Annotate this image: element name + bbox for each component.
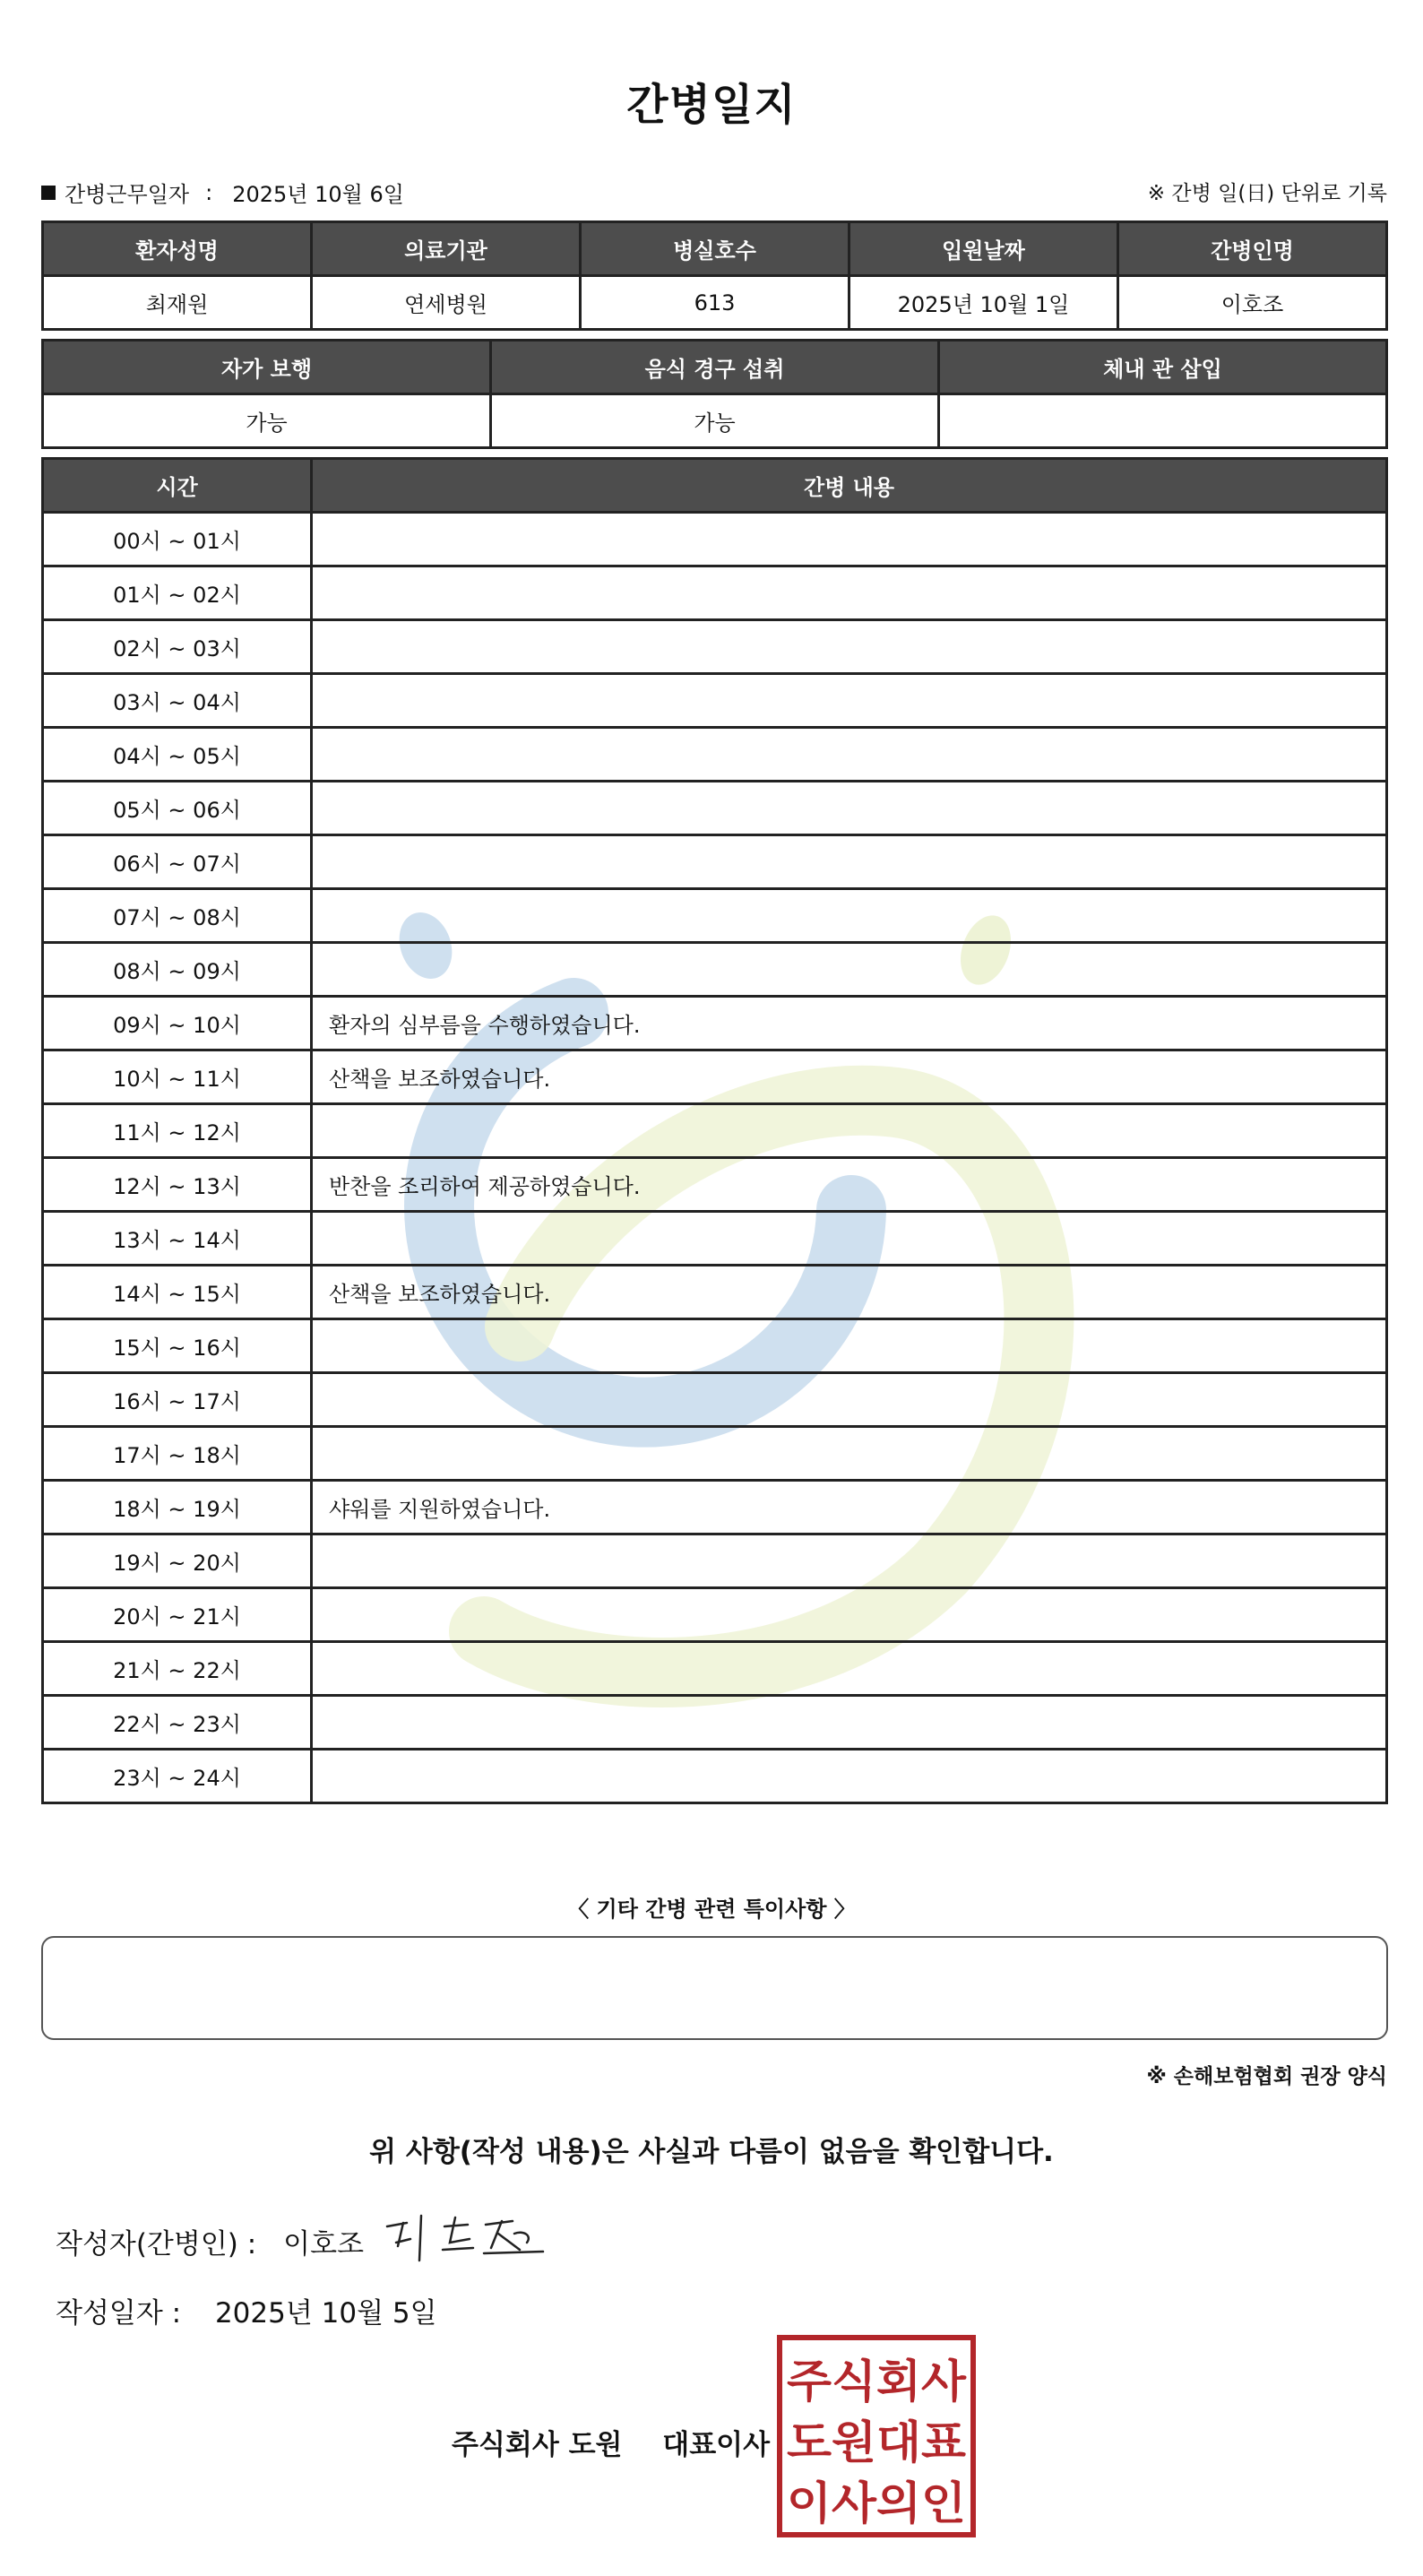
care-content [312, 620, 1387, 674]
care-log-row [43, 1696, 1387, 1750]
care-content [312, 566, 1387, 620]
care-content [312, 1696, 1387, 1750]
care-content [312, 835, 1387, 889]
care-log-row [43, 1319, 1387, 1373]
status-info-value-row [43, 394, 1387, 448]
seal-line-3: 이사의인 [787, 2477, 966, 2529]
header-caregiver-name: 간병인명 [1118, 222, 1387, 276]
care-content: 샤워를 지원하였습니다. [312, 1481, 1387, 1534]
care-log-row [43, 1266, 1387, 1319]
time-slot: 13시 ~ 14시 [43, 1212, 312, 1266]
time-slot: 01시 ~ 02시 [43, 566, 312, 620]
care-content [312, 1212, 1387, 1266]
time-slot: 23시 ~ 24시 [43, 1750, 312, 1803]
status-info-table [41, 339, 1388, 449]
admission-date: 2025년 10월 1일 [849, 276, 1118, 330]
time-slot: 22시 ~ 23시 [43, 1696, 312, 1750]
time-slot: 07시 ~ 08시 [43, 889, 312, 943]
work-date [41, 177, 404, 208]
care-content [312, 1427, 1387, 1481]
header-room-number: 병실호수 [581, 222, 849, 276]
writer-label: 작성자(간병인) : [56, 2228, 257, 2260]
document-title: 간병일지 [626, 80, 797, 130]
time-slot: 10시 ~ 11시 [43, 1050, 312, 1104]
care-log-row [43, 997, 1387, 1050]
care-log-row [43, 566, 1387, 620]
header-patient-name: 환자성명 [43, 222, 312, 276]
remarks-title: 〈 기타 간병 관련 특이사항 〉 [567, 1897, 856, 1922]
oral-intake: 가능 [491, 394, 939, 448]
care-log-row [43, 1481, 1387, 1534]
care-content [312, 1319, 1387, 1373]
company-name: 주식회사 도원 [452, 2429, 623, 2461]
care-log-row [43, 889, 1387, 943]
handwritten-signature [380, 2207, 550, 2269]
care-content [312, 1750, 1387, 1803]
record-note: ※ 간병 일(日) 단위로 기록 [1147, 182, 1387, 205]
care-log-row [43, 1373, 1387, 1427]
care-content [312, 1642, 1387, 1696]
time-slot: 17시 ~ 18시 [43, 1427, 312, 1481]
patient-info-value-row [43, 276, 1387, 330]
writer [56, 2221, 364, 2261]
header-time: 시간 [43, 459, 312, 513]
remarks-box [41, 1936, 1388, 2040]
work-date-label: 간병근무일자 [65, 182, 190, 207]
time-slot: 21시 ~ 22시 [43, 1642, 312, 1696]
time-slot: 03시 ~ 04시 [43, 674, 312, 728]
header-tube-insertion: 체내 관 삽입 [939, 341, 1387, 394]
time-slot: 02시 ~ 03시 [43, 620, 312, 674]
care-content [312, 889, 1387, 943]
care-log-row [43, 620, 1387, 674]
room-number: 613 [581, 276, 849, 330]
care-log-row [43, 674, 1387, 728]
seal-line-2: 도원대표 [787, 2416, 967, 2468]
care-log-row [43, 1750, 1387, 1803]
write-date-value: 2025년 10월 5일 [214, 2297, 437, 2330]
time-slot: 06시 ~ 07시 [43, 835, 312, 889]
care-log-row [43, 1588, 1387, 1642]
care-log-header-row [43, 459, 1387, 513]
time-slot: 11시 ~ 12시 [43, 1104, 312, 1158]
care-content [312, 943, 1387, 997]
time-slot: 16시 ~ 17시 [43, 1373, 312, 1427]
care-log-row [43, 943, 1387, 997]
time-slot: 12시 ~ 13시 [43, 1158, 312, 1212]
status-info-header-row [43, 341, 1387, 394]
care-log-row [43, 1104, 1387, 1158]
care-content: 환자의 심부름을 수행하였습니다. [312, 997, 1387, 1050]
work-date-value: 2025년 10월 6일 [232, 182, 404, 207]
write-date [56, 2290, 437, 2330]
self-walking: 가능 [43, 394, 491, 448]
company-ceo-title: 대표이사 [662, 2429, 771, 2461]
care-content: 산책을 보조하였습니다. [312, 1050, 1387, 1104]
time-slot: 20시 ~ 21시 [43, 1588, 312, 1642]
work-date-separator: : [205, 179, 213, 205]
header-oral-intake: 음식 경구 섭취 [491, 341, 939, 394]
tube-insertion [939, 394, 1387, 448]
care-content: 반찬을 조리하여 제공하였습니다. [312, 1158, 1387, 1212]
confirmation-statement: 위 사항(작성 내용)은 사실과 다름이 없음을 확인합니다. [369, 2136, 1054, 2168]
care-log-row [43, 835, 1387, 889]
patient-info-header-row [43, 222, 1387, 276]
header-hospital: 의료기관 [312, 222, 581, 276]
seal-line-1: 주식회사 [787, 2356, 967, 2407]
company-seal-stamp [776, 2334, 977, 2538]
care-log-row [43, 513, 1387, 566]
patient-info-table [41, 220, 1388, 331]
care-content [312, 513, 1387, 566]
time-slot: 19시 ~ 20시 [43, 1534, 312, 1588]
care-log-row [43, 1642, 1387, 1696]
care-content [312, 1373, 1387, 1427]
care-content: 산책을 보조하였습니다. [312, 1266, 1387, 1319]
time-slot: 04시 ~ 05시 [43, 728, 312, 782]
care-content [312, 1104, 1387, 1158]
header-admission-date: 입원날짜 [849, 222, 1118, 276]
care-log-row [43, 1050, 1387, 1104]
care-log-row [43, 782, 1387, 835]
care-log-row [43, 728, 1387, 782]
care-content [312, 674, 1387, 728]
care-content [312, 1588, 1387, 1642]
care-content [312, 1534, 1387, 1588]
company-signature-line [452, 2422, 770, 2462]
care-log-row [43, 1534, 1387, 1588]
patient-name: 최재원 [43, 276, 312, 330]
write-date-label: 작성일자 : [56, 2297, 182, 2330]
time-slot: 09시 ~ 10시 [43, 997, 312, 1050]
hospital: 연세병원 [312, 276, 581, 330]
writer-name: 이호조 [283, 2228, 365, 2260]
time-slot: 18시 ~ 19시 [43, 1481, 312, 1534]
time-slot: 15시 ~ 16시 [43, 1319, 312, 1373]
care-log-row [43, 1158, 1387, 1212]
care-log-table [41, 457, 1388, 1804]
care-log-row [43, 1427, 1387, 1481]
care-content [312, 782, 1387, 835]
time-slot: 08시 ~ 09시 [43, 943, 312, 997]
time-slot: 05시 ~ 06시 [43, 782, 312, 835]
header-self-walking: 자가 보행 [43, 341, 491, 394]
bullet-square-icon [41, 186, 56, 200]
caregiver-name: 이호조 [1118, 276, 1387, 330]
care-content [312, 728, 1387, 782]
association-note: ※ 손해보험협회 권장 양식 [1146, 2065, 1387, 2088]
header-care-content: 간병 내용 [312, 459, 1387, 513]
time-slot: 14시 ~ 15시 [43, 1266, 312, 1319]
time-slot: 00시 ~ 01시 [43, 513, 312, 566]
care-log-row [43, 1212, 1387, 1266]
